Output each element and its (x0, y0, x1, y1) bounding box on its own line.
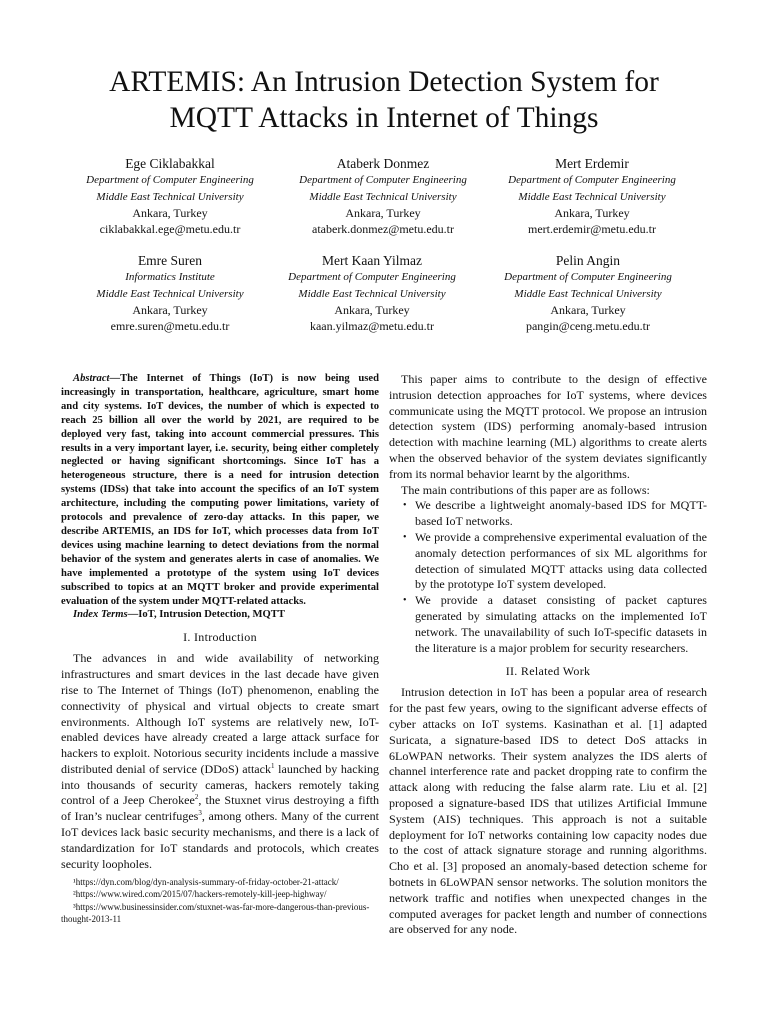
author-location: Ankara, Turkey (132, 206, 208, 220)
author-department: Department of Computer Engineering (299, 174, 467, 186)
index-terms-text: —IoT, Intrusion Detection, MQTT (127, 609, 285, 621)
abstract-text: —The Internet of Things (IoT) is now being used increasingly in transportation, healthcare, agriculture, smart home and city systems. IoT devices, the number of which is expected to reach 25 billion all over the world by 2021, are required to be deployed very fast, taking into account commercial pressures. This results in a very important layer, i.e. security, being either completely neglected or having significant shortcomings. Since IoT has a heterogeneous structure, there is a need for intrusion detection systems (IDSs) that take into account the specifics of an IoT system architecture, including the computing power limitations, variety of protocols and prevalence of zero-day attacks. In this paper, we describe ARTEMIS, an IDS for IoT, which processes data from IoT devices using machine learning to detect deviations from the normal behavior of the system and generates alerts in case of anomalies. We have implemented a prototype of the system using IoT devices subscribed to topics at an MQTT broker and provide experimental evaluation of the system under MQTT-related attacks. (61, 373, 379, 607)
intro-text-part: , among others. Many of the current IoT devices lack basic security mechanisms, and there is a lack of standardization for IoT standards and protocols, which creates security loopholes. (61, 809, 379, 871)
related-work-paragraph: Intrusion detection in IoT has been a popular area of research for the past few years, owing to the significant adverse effects of cyber attacks on IoT systems. Kasinathan et al. [1] adapted Suricata, a signature-based IDS to detect DoS attacks in 6LoWPAN networks. Their system analyzes the IDS alerts of channel interference rate and packet dropping rate to confirm the attack along with reducing the false alarm rate. Liu et al. [2] proposed a signature-based IDS that utilizes Artificial Immune System (AIS) techniques. This approach is not a suitable deployment for IoT networks containing low capacity nodes due to the cost of attack signature storage and running algorithms. Cho et al. [3] proposed an anomaly-based detection scheme for botnets in 6LoWPAN sensor networks. The solution monitors the network traffic and notifies when unexpected changes in the computed averages for packet length and number of connections are observed for any node. (389, 685, 707, 937)
author-location: Ankara, Turkey (554, 206, 630, 220)
index-terms (61, 608, 379, 622)
author-block-1 (55, 155, 285, 237)
footnote-3: ³https://www.businessinsider.com/stuxnet-was-far-more-dangerous-than-previous-thought-2013-11 (61, 901, 370, 924)
author-email: ciklabakkal.ege@metu.edu.tr (99, 222, 241, 236)
author-email: emre.suren@metu.edu.tr (110, 319, 230, 333)
author-university: Middle East Technical University (514, 287, 662, 300)
author-location: Ankara, Turkey (132, 303, 208, 317)
index-terms-lead: Index Terms (73, 609, 128, 621)
author-block-5 (257, 252, 487, 334)
author-location: Ankara, Turkey (550, 303, 626, 317)
author-department: Department of Computer Engineering (86, 174, 254, 186)
contributions-intro: The main contributions of this paper are as follows: (401, 482, 650, 497)
footnote-2: ²https://www.wired.com/2015/07/hackers-remotely-kill-jeep-highway/ (73, 889, 327, 900)
contributions-list (389, 498, 707, 656)
author-department: Department of Computer Engineering (508, 174, 676, 186)
author-email: ataberk.donmez@metu.edu.tr (312, 222, 454, 236)
author-block-3 (477, 155, 707, 237)
paper-title-line-2: MQTT Attacks in Internet of Things (169, 102, 599, 134)
author-name: Ege Ciklabakkal (125, 156, 215, 171)
footnote-marker: 2 (194, 793, 199, 802)
author-block-4 (55, 252, 285, 334)
intro-text-part: The advances in and wide availability of networking infrastructures and smart devices in the last decade have given rise to The Internet of Things (IoT) phenomenon, enabling the connectivity of physical and virtual objects to create smart environments. Although IoT systems are relatively new, IoT-enabled devices have already created a large attack surface for hackers to exploit. Notorious security incidents include a massive distributed denial of service (DDoS) attack (61, 651, 379, 776)
footnotes (61, 876, 379, 925)
author-department: Department of Computer Engineering (504, 271, 672, 283)
contribution-item (403, 593, 707, 656)
footnote-1: ¹https://dyn.com/blog/dyn-analysis-summary-of-friday-october-21-attack/ (73, 877, 339, 887)
author-location: Ankara, Turkey (334, 303, 410, 317)
bullet-icon: • (403, 595, 407, 607)
footnote-marker: 3 (198, 809, 202, 818)
paper-title (0, 64, 768, 136)
contribution-item (403, 530, 707, 593)
contribution-text: We provide a dataset consisting of packet captures generated by simulating attacks on the implemented IoT network. The unavailability of such IoT-specific datasets in the literature is a major problem for security researchers. (415, 593, 707, 655)
author-university: Middle East Technical University (96, 287, 244, 300)
left-column (61, 372, 379, 872)
footnote-marker: 1 (271, 761, 275, 770)
author-block-2 (268, 155, 498, 237)
bullet-icon: • (403, 500, 407, 512)
author-name: Ataberk Donmez (336, 156, 430, 171)
author-university: Middle East Technical University (298, 287, 446, 300)
author-block-6 (473, 252, 703, 334)
section-heading-introduction: I. Introduction (183, 630, 257, 645)
contribution-text: We describe a lightweight anomaly-based IDS for MQTT-based IoT networks. (415, 498, 707, 529)
author-name: Mert Kaan Yilmaz (322, 253, 422, 268)
author-name: Pelin Angin (555, 253, 621, 268)
author-university: Middle East Technical University (96, 190, 244, 203)
author-university: Middle East Technical University (309, 190, 457, 203)
author-email: kaan.yilmaz@metu.edu.tr (309, 319, 434, 333)
section-heading-related-work: II. Related Work (505, 664, 591, 679)
contribution-item (403, 498, 707, 530)
abstract (61, 372, 379, 608)
author-university: Middle East Technical University (518, 190, 666, 203)
author-name: Mert Erdemir (555, 156, 629, 171)
introduction-paragraph (61, 651, 379, 872)
bullet-icon: • (403, 531, 407, 543)
abstract-lead: Abstract (73, 373, 110, 384)
author-email: pangin@ceng.metu.edu.tr (525, 319, 650, 333)
paper-title-line-1: ARTEMIS: An Intrusion Detection System for (109, 66, 659, 98)
author-department: Department of Computer Engineering (288, 271, 456, 283)
right-column (389, 372, 707, 938)
intro-text-part: , the Stuxnet virus destroying a fifth of Iran’s nuclear centrifuges (61, 793, 379, 824)
paper-aim-paragraph: This paper aims to contribute to the design of effective intrusion detection approaches for IoT systems, where devices communicate using the MQTT protocol. We propose an intrusion detection system (IDS) performing anomaly-based intrusion detection with machine learning (ML) algorithms to create alerts when the observed behavior of the system deviates significantly from its normal behavior learnt by the algorithms. (389, 372, 707, 481)
intro-text-part: launched by hacking into thousands of security cameras, hackers remotely taking control of a Jeep Cherokee (61, 761, 379, 808)
author-email: mert.erdemir@metu.edu.tr (527, 222, 656, 236)
author-location: Ankara, Turkey (345, 206, 421, 220)
contribution-text: We provide a comprehensive experimental evaluation of the anomaly detection performances of six ML algorithms for detection of simulated MQTT attacks using data collected by the prototype IoT system developed. (415, 529, 707, 592)
author-department: Informatics Institute (125, 271, 215, 283)
author-name: Emre Suren (137, 253, 203, 268)
